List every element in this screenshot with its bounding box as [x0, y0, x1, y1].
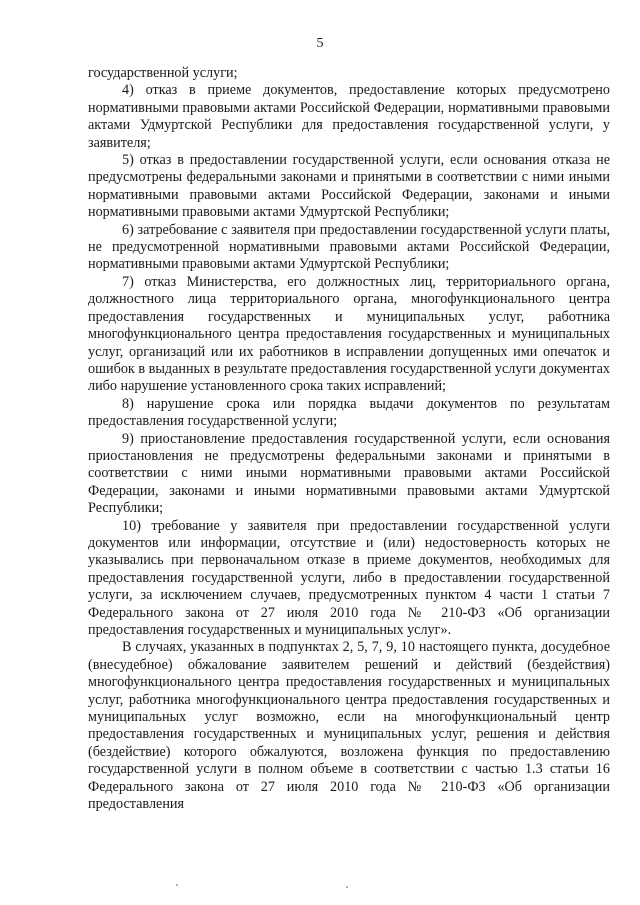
paragraph: В случаях, указанных в подпунктах 2, 5, 7, 9, 10 настоящего пункта, досудебное (внесудебное) обжалование заявителем решений и действий (бездействия) многофункционального центра предоставления государственных и муниципальных услуг, работника многофункционального центра предоставления государственных и муниципальных услуг возможно, если на многофункциональный центр предоставления государственных и муниципальных услуг, решения и действия (бездействие) которого обжалуются, возложена функция по предоставлению государственной услуги в полном объеме в соответствии с частью 1.3 статьи 16 Федерального закона от 27 июля 2010 года № 210-ФЗ «Об организации предоставления: [88, 639, 610, 813]
paragraph: 10) требование у заявителя при предоставлении государственной услуги документов или информации, отсутствие и (или) недостоверность которых не указывались при первоначальном отказе в приеме документов, необходимых для предоставления государственной услуги, либо в предоставлении государственной услуги, за исключением случаев, предусмотренных пунктом 4 части 1 статьи 7 Федерального закона от 27 июля 2010 года № 210-ФЗ «Об организации предоставления государственных и муниципальных услуг».: [88, 517, 610, 638]
paragraph: 6) затребование с заявителя при предоставлении государственной услуги платы, не предусмотренной нормативными правовыми актами Российской Федерации, нормативными правовыми актами Удмуртской Республики;: [88, 221, 610, 273]
paragraph: 4) отказ в приеме документов, предоставление которых предусмотрено нормативными правовыми актами Российской Федерации, нормативными правовыми актами Удмуртской Республики для предоставления государственной услуги, у заявителя;: [88, 82, 610, 151]
document-body: [88, 65, 610, 813]
paragraph: 5) отказ в предоставлении государственной услуги, если основания отказа не предусмотрены федеральными законами и принятыми в соответствии с ними иными нормативными правовыми актами Российской Федерации, законами и иными нормативными правовыми актами Удмуртской Республики;: [88, 152, 610, 221]
paragraph: 9) приостановление предоставления государственной услуги, если основания приостановления не предусмотрены федеральными законами и принятыми в соответствии с ними иными нормативными правовыми актами Российской Федерации, законами и иными нормативными правовыми актами Удмуртской Республики;: [88, 430, 610, 517]
scan-speck: [346, 886, 348, 888]
scan-speck: [176, 884, 178, 886]
paragraph: государственной услуги;: [88, 65, 238, 81]
paragraph: 7) отказ Министерства, его должностных лиц, территориального органа, должностного лица территориального органа, многофункционального центра предоставления государственных и муниципальных услуг, работника многофункционального центра предоставления государственных и муниципальных услуг, организаций или их работников в исправлении допущенных ими опечаток и ошибок в выданных в результате предоставления государственной услуги документах либо нарушение установленного срока таких исправлений;: [88, 273, 610, 395]
paragraph: 8) нарушение срока или порядка выдачи документов по результатам предоставления государственной услуги;: [88, 395, 610, 430]
page-number: 5: [316, 36, 324, 51]
